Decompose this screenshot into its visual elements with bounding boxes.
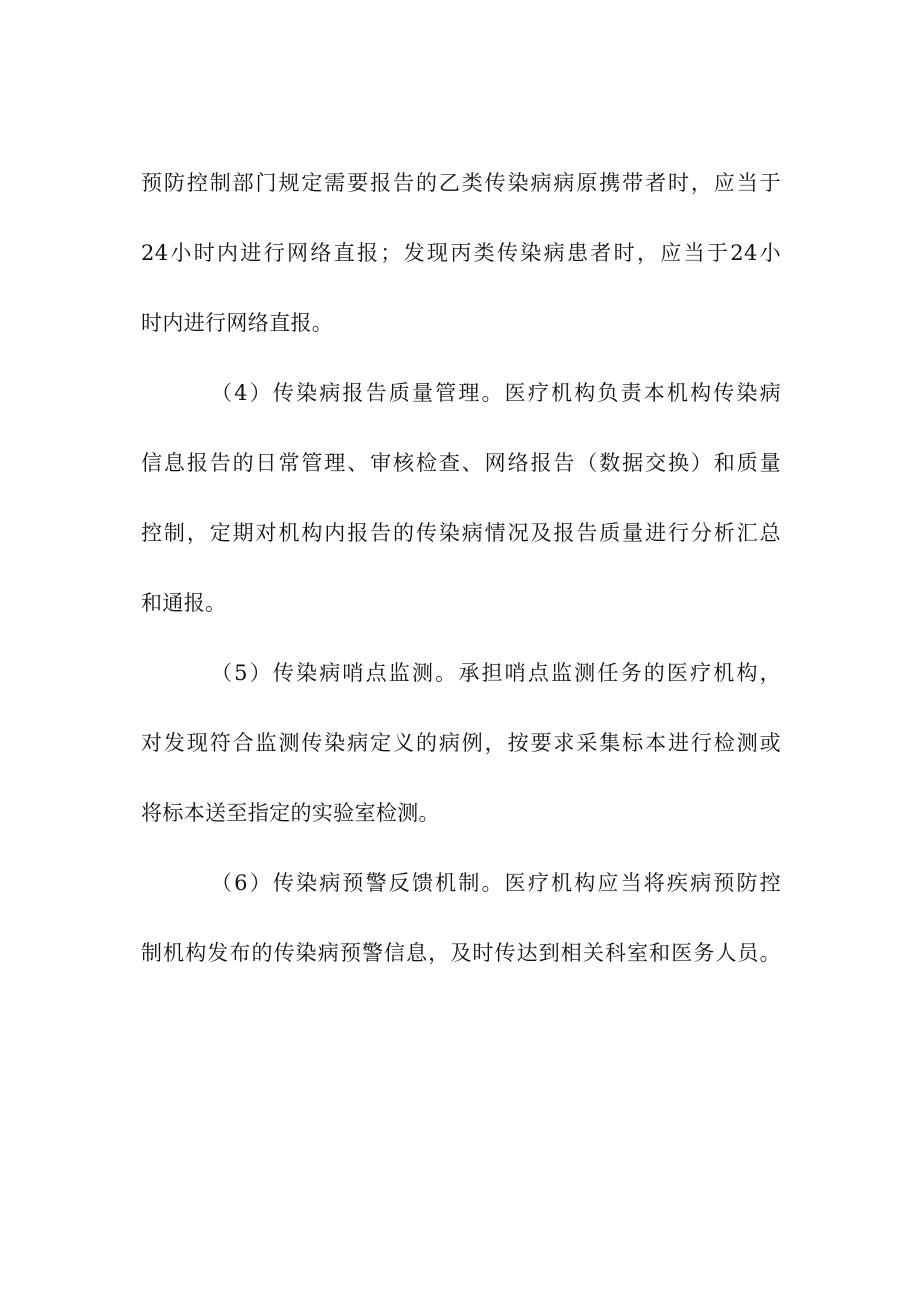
paragraph-3-line-1: （5）传染病哨点监测。承担哨点监测任务的医疗机构， (211, 661, 781, 685)
paragraph-3-line-3: 将标本送至指定的实验室检测。 (141, 801, 440, 825)
paragraph-1-line-1: 预防控制部门规定需要报告的乙类传染病病原携带者时，应当于 (141, 171, 781, 195)
paragraph-2-line-1: （4）传染病报告质量管理。医疗机构负责本机构传染病 (211, 381, 781, 405)
paragraph-2-line-2: 信息报告的日常管理、审核检查、网络报告（数据交换）和质量 (141, 451, 781, 475)
paragraph-1-line-3: 时内进行网络直报。 (141, 311, 334, 335)
paragraph-2-line-4: 和通报。 (141, 591, 227, 615)
paragraph-4-line-2: 制机构发布的传染病预警信息，及时传达到相关科室和医务人员。 (141, 941, 781, 965)
paragraph-2-line-3: 控制，定期对机构内报告的传染病情况及报告质量进行分析汇总 (141, 521, 781, 545)
paragraph-3-line-2: 对发现符合监测传染病定义的病例，按要求采集标本进行检测或 (141, 731, 781, 755)
paragraph-4-line-1: （6）传染病预警反馈机制。医疗机构应当将疾病预防控 (211, 871, 781, 895)
paragraph-1-line-2: 24小时内进行网络直报；发现丙类传染病患者时，应当于24小 (141, 241, 781, 265)
